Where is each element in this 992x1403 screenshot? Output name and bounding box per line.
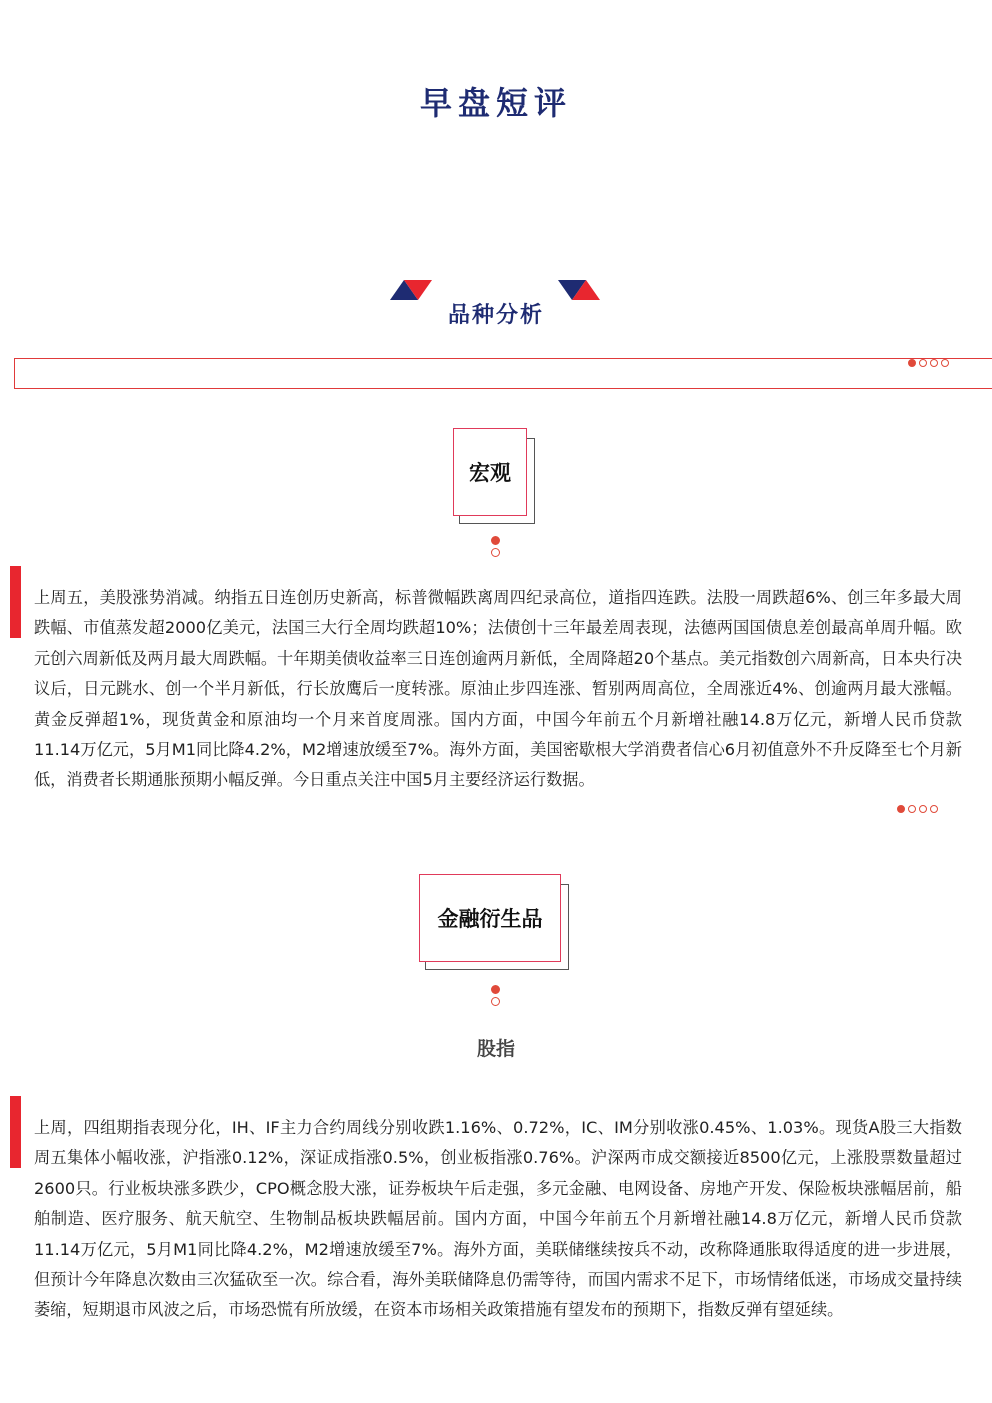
section-banner: [14, 358, 992, 389]
page-title: 早盘短评: [419, 84, 572, 122]
macro-label: 宏观: [453, 428, 527, 516]
macro-connector-dots-icon: [491, 536, 500, 557]
section-title: 品种分析: [447, 303, 544, 328]
macro-label-box: [453, 428, 535, 524]
derivatives-label-box: [419, 874, 569, 970]
macro-accent-bar: [10, 566, 21, 638]
derivatives-label: 金融衍生品: [419, 874, 561, 962]
stock-index-subheading: 股指: [476, 1038, 515, 1060]
macro-end-dots-icon: [897, 805, 938, 813]
derivatives-accent-bar: [10, 1096, 21, 1168]
macro-paragraph: 上周五，美股涨势消减。纳指五日连创历史新高，标普微幅跌离周四纪录高位，道指四连跌。法股一周跌超6%、创三年多最大周跌幅、市值蒸发超2000亿美元，法国三大行全周均跌超10%；法债创十三年最差周表现，法德两国国债息差创最高单周升幅。欧元创六周新低及两月最大周跌幅。十年期美债收益率三日连创逾两月新低，全周降超20个基点。美元指数创六周新高，日本央行决议后，日元跳水、创一个半月新低，行长放鹰后一度转涨。原油止步四连涨、暂别两周高位，全周涨近4%、创逾两月最大涨幅。黄金反弹超1%，现货黄金和原油均一个月来首度周涨。国内方面，中国今年前五个月新增社融14.8万亿元，新增人民币贷款11.14万亿元，5月M1同比降4.2%，M2增速放缓至7%。海外方面，美国密歇根大学消费者信心6月初值意外不升反降至七个月新低，消费者长期通胀预期小幅反弹。今日重点关注中国5月主要经济运行数据。: [34, 588, 962, 790]
derivatives-connector-dots-icon: [491, 985, 500, 1006]
derivatives-paragraph: 上周，四组期指表现分化，IH、IF主力合约周线分别收跌1.16%、0.72%，IC、IM分别收涨0.45%、1.03%。现货A股三大指数周五集体小幅收涨，沪指涨0.12%，深证成指涨0.5%，创业板指涨0.76%。沪深两市成交额接近8500亿元，上涨股票数量超过2600只。行业板块涨多跌少，CPO概念股大涨，证券板块午后走强，多元金融、电网设备、房地产开发、保险板块涨幅居前，船舶制造、医疗服务、航天航空、生物制品板块跌幅居前。国内方面，中国今年前五个月新增社融14.8万亿元，新增人民币贷款11.14万亿元，5月M1同比降4.2%，M2增速放缓至7%。海外方面，美联储继续按兵不动，改称降通胀取得适度的进一步进展，但预计今年降息次数由三次猛砍至一次。综合看，海外美联储降息仍需等待，而国内需求不足下，市场情绪低迷，市场成交量持续萎缩，短期退市风波之后，市场恐慌有所放缓，在资本市场相关政策措施有望发布的预期下，指数反弹有望延续。: [34, 1118, 962, 1320]
banner-dots-icon: [908, 359, 949, 367]
